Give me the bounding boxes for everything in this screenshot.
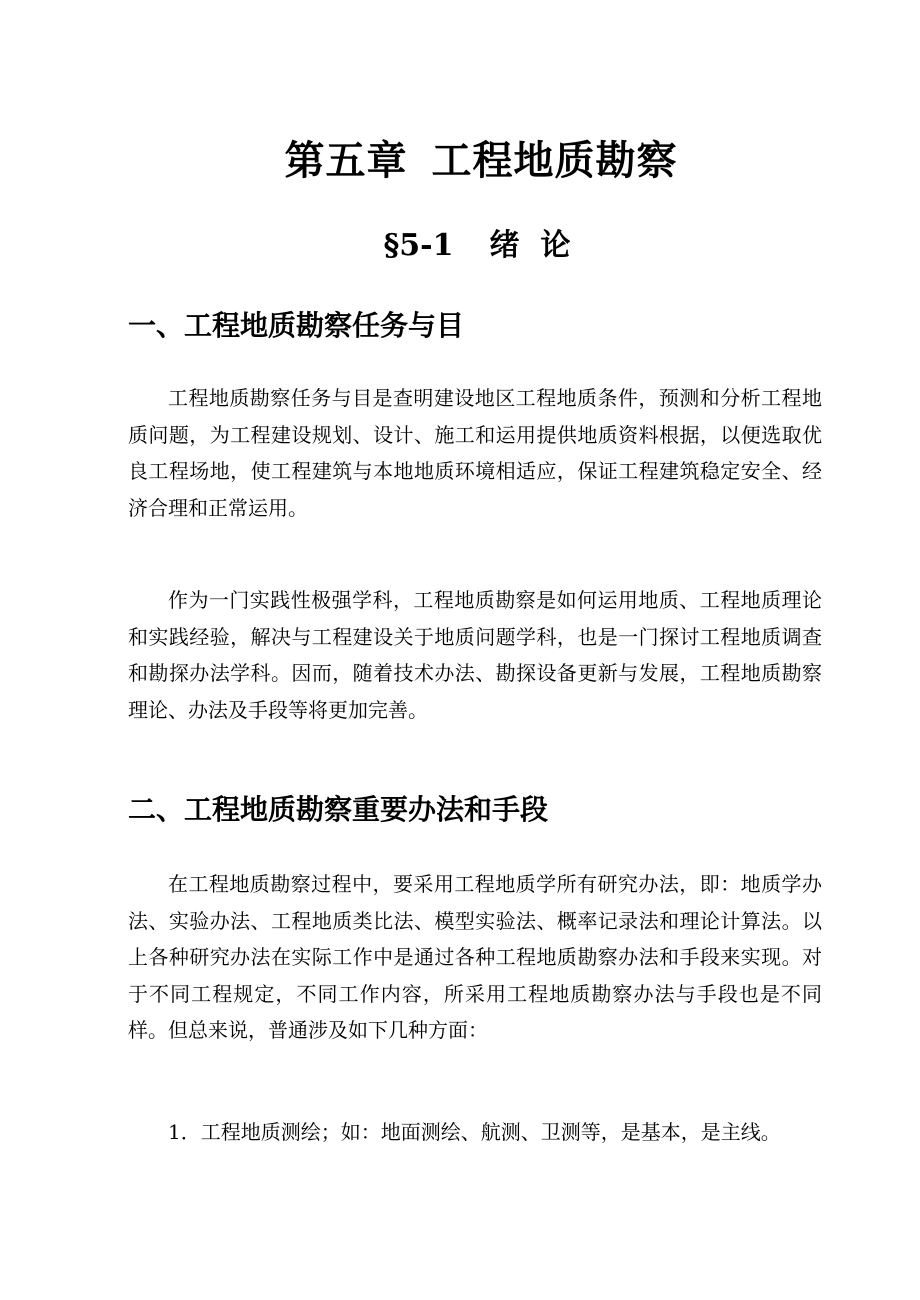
section-name: 绪 论 [489,228,571,263]
heading-task-and-purpose: 一、工程地质勘察任务与目 [128,309,465,342]
heading-methods-and-means: 二、工程地质勘察重要办法和手段 [128,793,549,826]
chapter-name: 工程地质勘察 [431,137,678,184]
chapter-number: 第五章 [284,137,408,184]
paragraph: 作为一门实践性极强学科，工程地质勘察是如何运用地质、工程地质理论和实践经验，解决与工程建设关于地质问题学科，也是一门探讨工程地质调查和勘探办法学科。因而，随着技术办法、勘探设备更新与发展，工程地质勘察理论、办法及手段等将更加完善。 [128,588,822,722]
section-title [0,226,920,266]
list-item: 1．工程地质测绘；如：地面测绘、航测、卫测等，是基本，是主线。 [168,1120,781,1144]
section-number: §5-1 [383,228,454,263]
chapter-title [0,136,920,186]
paragraph: 工程地质勘察任务与目是查明建设地区工程地质条件，预测和分析工程地质问题，为工程建设规划、设计、施工和运用提供地质资料根据，以便选取优良工程场地，使工程建筑与本地地质环境相适应，保证工程建筑稳定安全、经济合理和正常运用。 [128,386,822,520]
paragraph: 在工程地质勘察过程中，要采用工程地质学所有研究办法，即：地质学办法、实验办法、工程地质类比法、模型实验法、概率记录法和理论计算法。以上各种研究办法在实际工作中是通过各种工程地质勘察办法和手段来实现。对于不同工程规定，不同工作内容，所采用工程地质勘察办法与手段也是不同样。但总来说，普通涉及如下几种方面： [128,872,822,1042]
